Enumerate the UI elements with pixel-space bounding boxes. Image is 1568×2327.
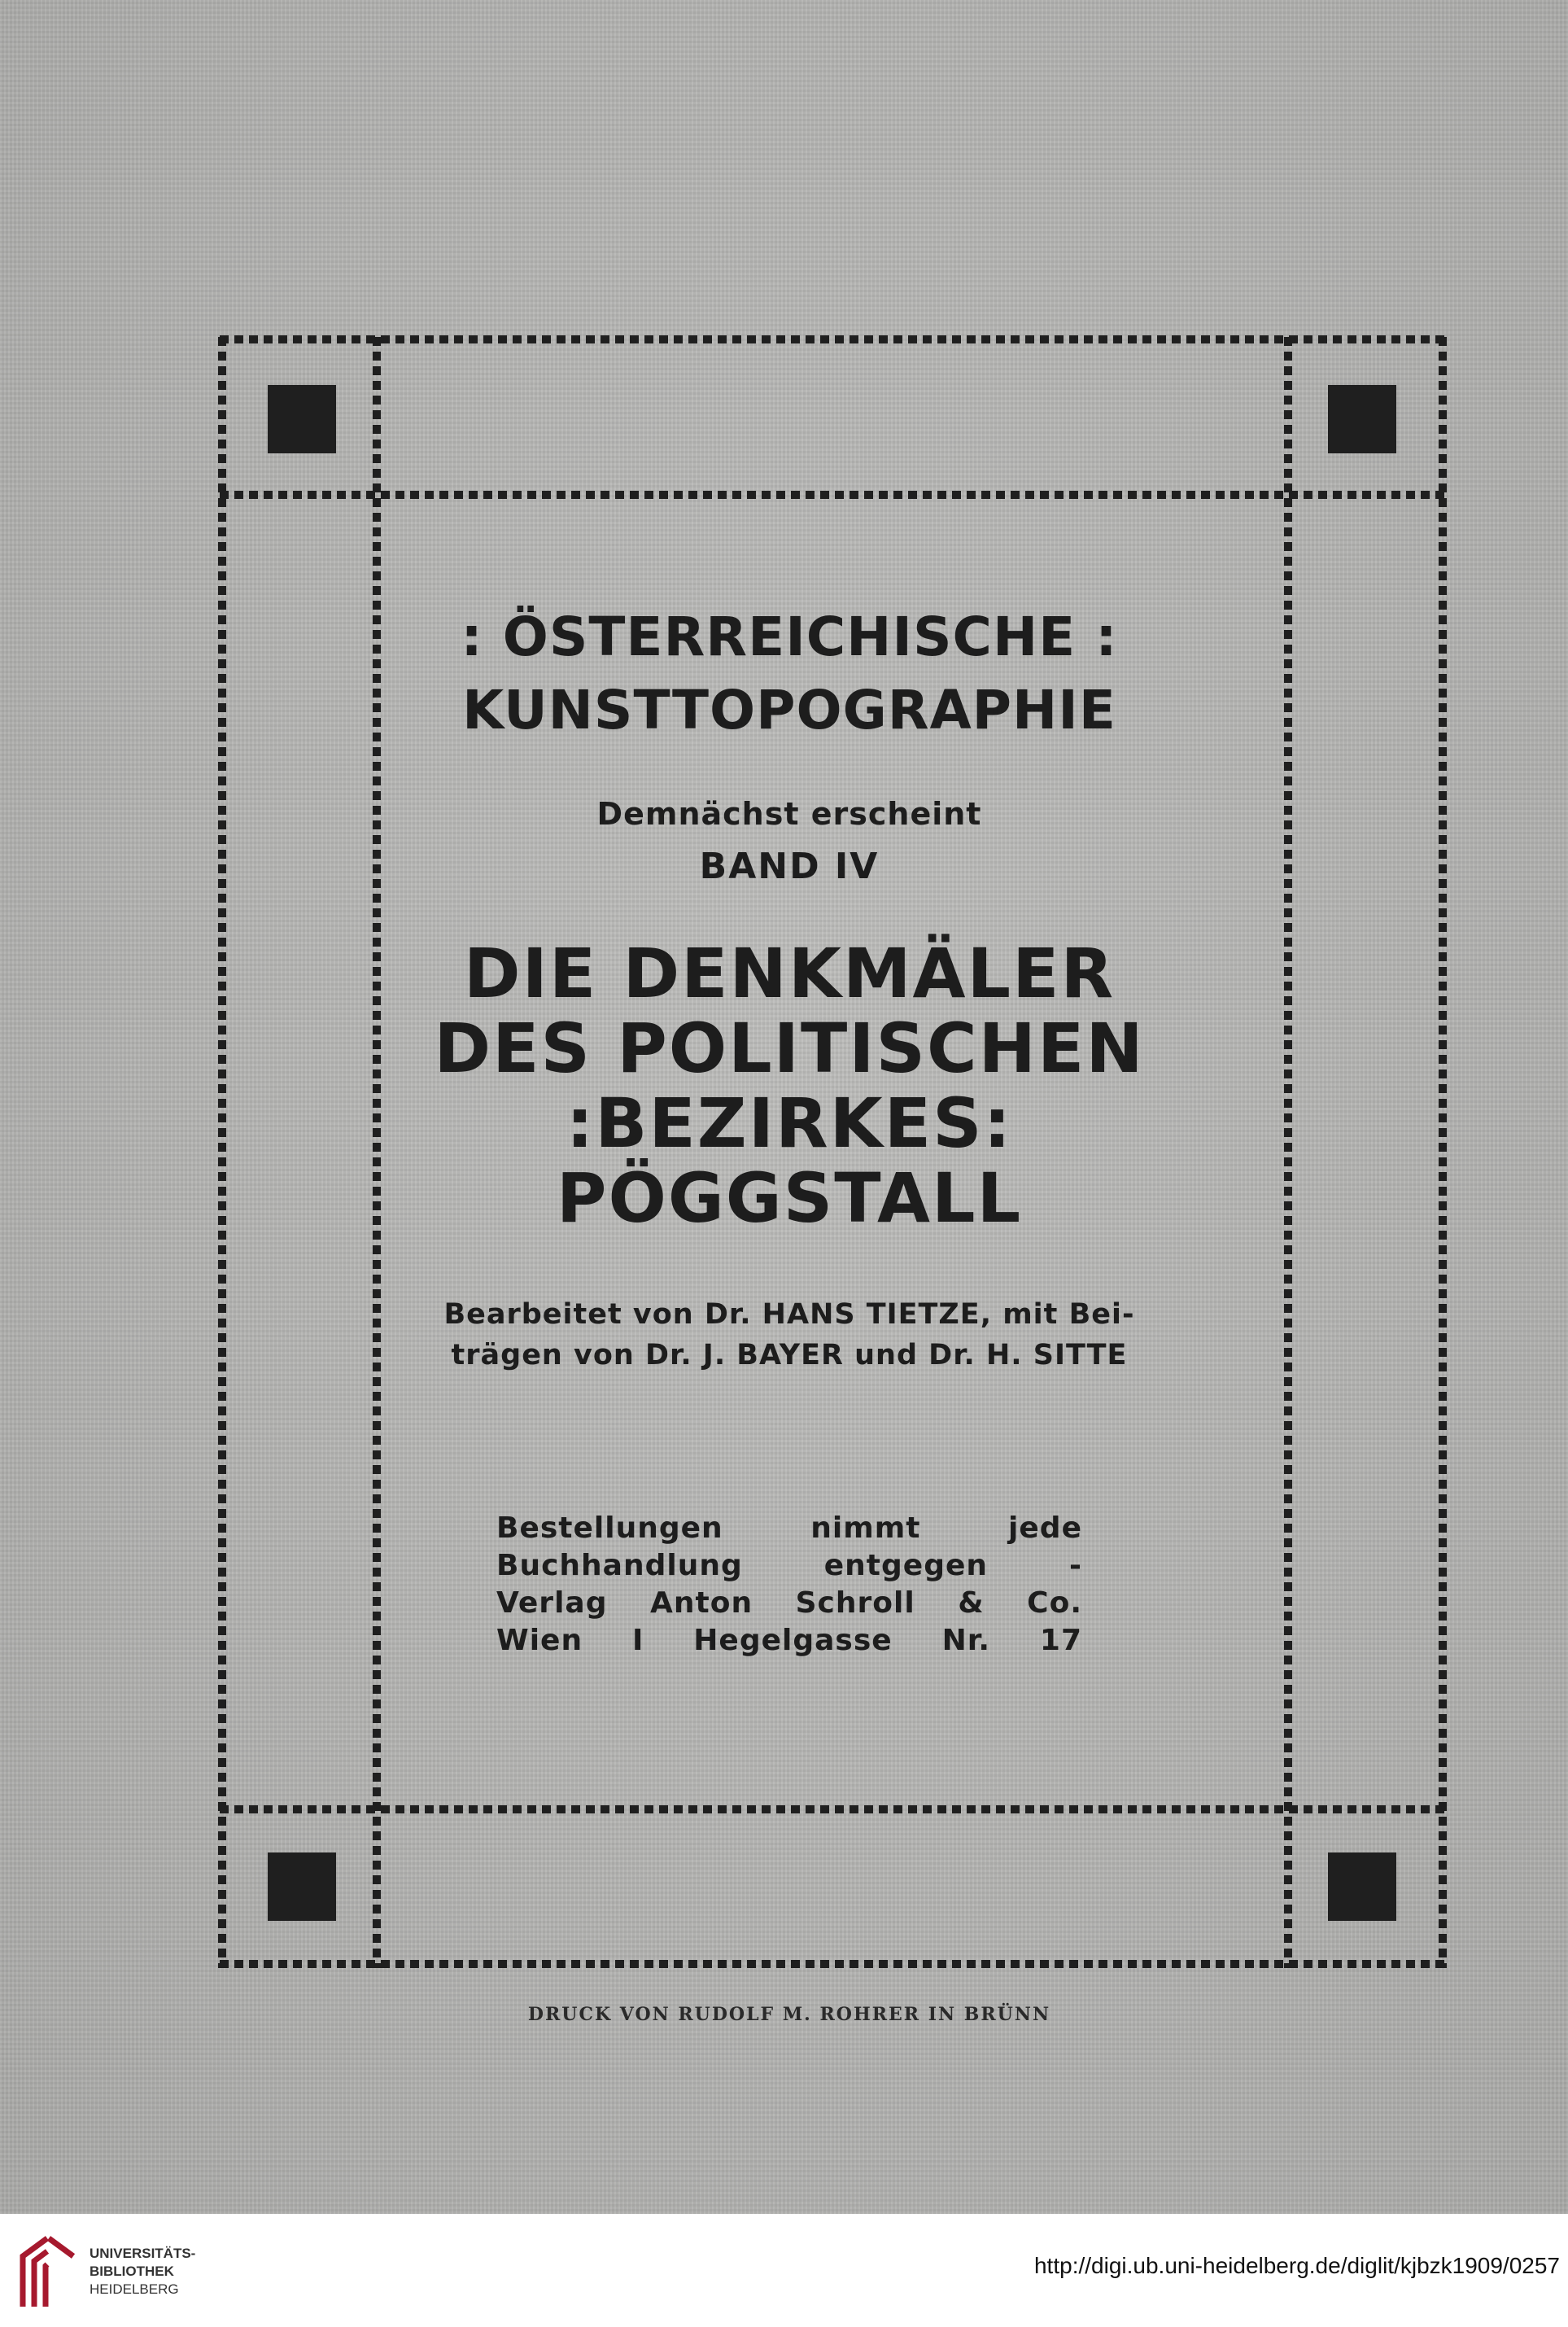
authors: Bearbeitet von Dr. HANS TIETZE, mit Bei- trägen von Dr. J. BAYER und Dr. H. SITTE bbox=[443, 1298, 1135, 1371]
ub-heidelberg-logo-icon bbox=[15, 2232, 80, 2313]
digitization-footer bbox=[0, 2214, 1568, 2327]
library-name: UNIVERSITÄTS- BIBLIOTHEK HEIDELBERG bbox=[90, 2246, 196, 2297]
corner-square-bottom-left bbox=[268, 1852, 336, 1921]
printer-imprint: DRUCK VON RUDOLF M. ROHRER IN BRÜNN bbox=[527, 2004, 1051, 2025]
series-title: : ÖSTERREICHISCHE : KUNSTTOPOGRAPHIE bbox=[461, 606, 1118, 741]
corner-square-top-left bbox=[268, 385, 336, 453]
border-left-outer bbox=[218, 335, 226, 1968]
border-left-inner bbox=[373, 335, 381, 1968]
border-bottom-inner bbox=[218, 1805, 1447, 1813]
border-right-outer bbox=[1439, 335, 1447, 1968]
border-bottom-outer bbox=[218, 1960, 1447, 1968]
corner-square-bottom-right bbox=[1328, 1852, 1396, 1921]
main-title: DIE DENKMÄLER DES POLITISCHEN :BEZIRKES: PÖGGSTALL bbox=[434, 934, 1145, 1238]
border-top-inner bbox=[218, 491, 1447, 499]
border-top-outer bbox=[218, 335, 1447, 343]
volume-label: BAND IV bbox=[699, 846, 880, 887]
permalink-url[interactable]: http://digi.ub.uni-heidelberg.de/diglit/kjbzk1909/0257 bbox=[1033, 2253, 1560, 2278]
corner-square-top-right bbox=[1328, 385, 1396, 453]
border-right-inner bbox=[1284, 335, 1292, 1968]
order-info: Bestellungen nimmt jede Buchhandlung entgegen - Verlag Anton Schroll & Co. Wien I Hegelgasse Nr. 17 bbox=[496, 1511, 1082, 1657]
announcement: Demnächst erscheint bbox=[596, 796, 982, 832]
